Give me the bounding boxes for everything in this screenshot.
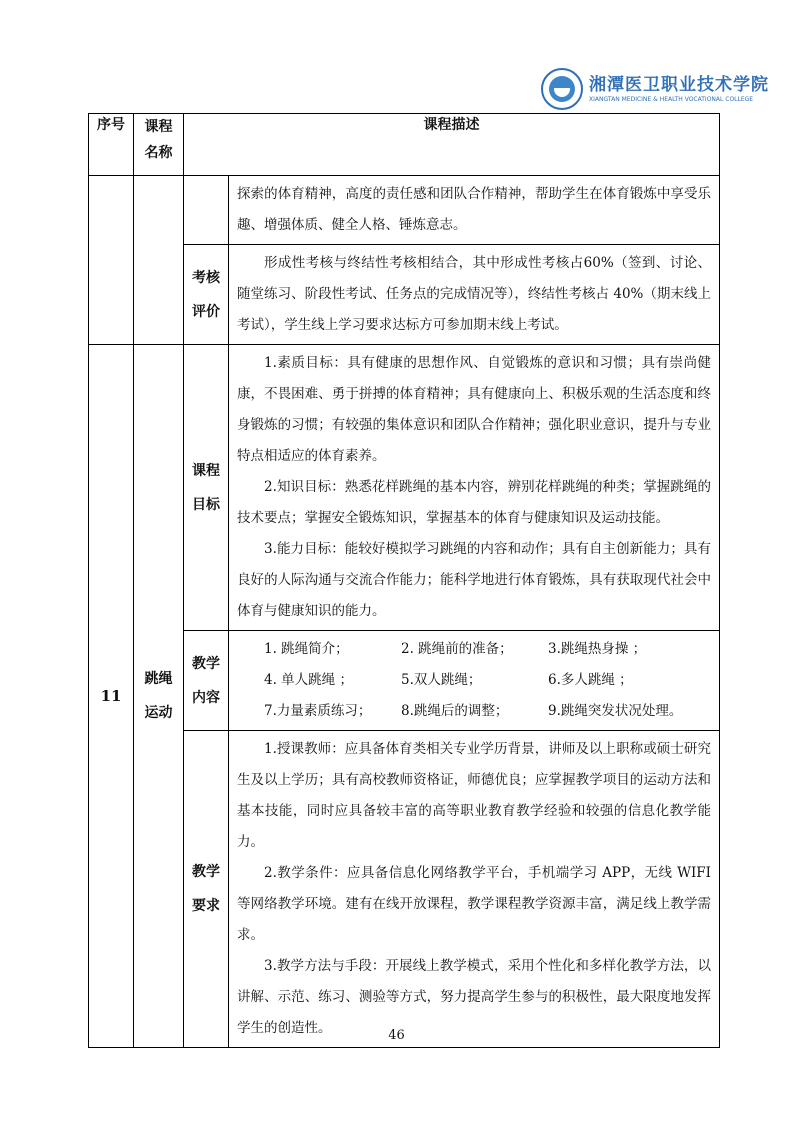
objective-item: 1.素质目标：具有健康的思想作风、自觉锻炼的意识和习惯；具有崇尚健康，不畏困难、勇于拼搏的体育精神；具有健康向上、积极乐观的生活态度和终身锻炼的习惯；有较强的集体意识和团队合作精神；强化职业意识，提升与专业特点相适应的体育素养。 — [237, 355, 711, 464]
prev-label-cell — [184, 176, 229, 245]
content-item: 1. 跳绳简介； — [264, 641, 349, 657]
requirements-row — [89, 731, 720, 1048]
course-number: 11 — [89, 345, 134, 1048]
content-item: 2. 跳绳前的准备； — [401, 641, 513, 657]
content-item: 8.跳绳后的调整； — [401, 703, 509, 719]
header-course-desc: 课程描述 — [184, 114, 720, 176]
college-emblem-icon — [541, 68, 583, 110]
header-course-name: 课程 名称 — [134, 114, 184, 176]
college-name-cn: 湘潭医卫职业技术学院 — [589, 75, 769, 95]
requirement-item: 1.授课教师：应具备体育类相关专业学历背景，讲师及以上职称或硕士研究生及以上学历；具有高校教师资格证，师德优良；应掌握教学项目的运动方法和基本技能，同时应具备较丰富的高等职业教育教学经验和较强的信息化教学能力。 — [237, 741, 711, 850]
prev-continued-text: 探索的体育精神，高度的责任感和团队合作精神，帮助学生在体育锻炼中享受乐趣、增强体质、健全人格、锤炼意志。 — [229, 176, 720, 245]
course-table — [88, 113, 720, 1048]
prev-course-continued-row — [89, 176, 720, 245]
assessment-label: 考核 评价 — [184, 245, 229, 345]
course-name: 跳绳 运动 — [134, 345, 184, 1048]
objectives-label: 课程 目标 — [184, 345, 229, 631]
assessment-text: 形成性考核与终结性考核相结合，其中形成性考核占60%（签到、讨论、随堂练习、阶段性考试、任务点的完成情况等），终结性考核占 40%（期末线上考试），学生线上学习要求达标方可参加期末线上考试。 — [229, 245, 720, 345]
content-label: 教学 内容 — [184, 631, 229, 731]
prev-number-cell — [89, 176, 134, 345]
prev-name-cell — [134, 176, 184, 345]
page-number: 46 — [388, 1028, 405, 1043]
content-row — [89, 631, 720, 731]
content-item: 3.跳绳热身操 ； — [548, 641, 647, 657]
content-item: 6.多人跳绳 ； — [548, 672, 633, 688]
table-header-row — [89, 114, 720, 176]
content-text — [229, 631, 720, 731]
assessment-row — [89, 245, 720, 345]
requirements-label: 教学 要求 — [184, 731, 229, 1048]
objective-item: 2.知识目标：熟悉花样跳绳的基本内容，辨别花样跳绳的种类；掌握跳绳的技术要点；掌握安全锻炼知识，掌握基本的体育与健康知识及运动技能。 — [237, 479, 711, 526]
objectives-text — [229, 345, 720, 631]
header-no: 序号 — [89, 114, 134, 176]
content-item: 9.跳绳突发状况处理。 — [548, 703, 683, 719]
content-item: 4. 单人跳绳 ； — [264, 672, 353, 688]
college-logo — [541, 68, 769, 110]
college-name-en: XIANGTAN MEDICINE & HEALTH VOCATIONAL COLLEGE — [589, 96, 754, 103]
requirements-text — [229, 731, 720, 1048]
requirement-item: 2.教学条件：应具备信息化网络教学平台，手机端学习 APP，无线 WIFI 等网络教学环境。建有在线开放课程，教学课程教学资源丰富，满足线上教学需求。 — [237, 865, 711, 943]
objectives-row — [89, 345, 720, 631]
content-item: 7.力量素质练习； — [264, 703, 372, 719]
objective-item: 3.能力目标：能较好模拟学习跳绳的内容和动作；具有自主创新能力；具有良好的人际沟通与交流合作能力；能科学地进行体育锻炼，具有获取现代社会中体育与健康知识的能力。 — [237, 541, 711, 619]
requirement-item: 3.教学方法与手段：开展线上教学模式，采用个性化和多样化教学方法，以讲解、示范、练习、测验等方式，努力提高学生参与的积极性，最大限度地发挥学生的创造性。 — [237, 958, 711, 1036]
content-item: 5.双人跳绳； — [401, 672, 482, 688]
